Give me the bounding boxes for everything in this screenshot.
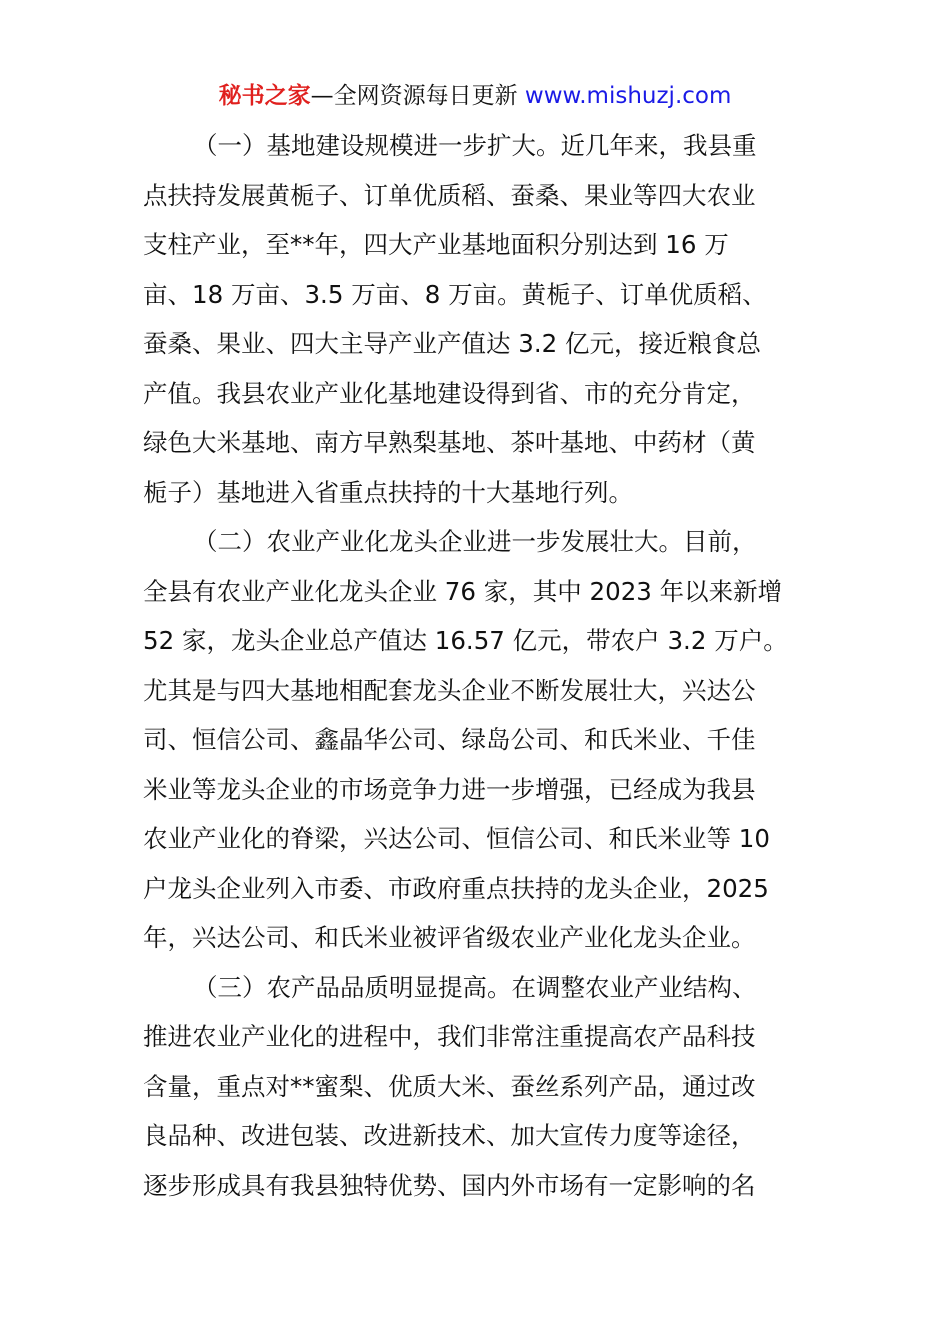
text-line: 蚕桑、果业、四大主导产业产值达 3.2 亿元，接近粮食总 bbox=[143, 329, 762, 358]
text-line: 逐步形成具有我县独特优势、国内外市场有一定影响的名 bbox=[143, 1170, 756, 1200]
document-body bbox=[143, 121, 809, 1210]
brand-name: 秘书之家 bbox=[218, 83, 311, 109]
text-line: 推进农业产业化的进程中，我们非常注重提高农产品科技 bbox=[143, 1022, 756, 1051]
text-line: 绿色大米基地、南方早熟梨基地、茶叶基地、中药材（黄 bbox=[143, 428, 756, 457]
text-line: 亩、18 万亩、3.5 万亩、8 万亩。黄栀子、订单优质稻、 bbox=[143, 279, 767, 309]
paragraph-first-line: （三）农产品品质明显提高。在调整农业产业结构、 bbox=[193, 972, 757, 1002]
paragraph-first-line: （二）农业产业化龙头企业进一步发展壮大。目前， bbox=[193, 527, 757, 556]
text-line: 产值。我县农业产业化基地建设得到省、市的充分肯定， bbox=[143, 378, 756, 408]
text-line: 良品种、改进包装、改进新技术、加大宣传力度等途径， bbox=[143, 1121, 756, 1150]
text-line: 年，兴达公司、和氏米业被评省级农业产业化龙头企业。 bbox=[143, 923, 756, 952]
page-header bbox=[0, 80, 950, 112]
site-url-link[interactable]: www.mishuzj.com bbox=[524, 83, 732, 109]
text-line: 户龙头企业列入市委、市政府重点扶持的龙头企业，2025 bbox=[143, 873, 769, 903]
text-line: 米业等龙头企业的市场竞争力进一步增强，已经成为我县 bbox=[143, 774, 756, 804]
text-line: 点扶持发展黄栀子、订单优质稻、蚕桑、果业等四大农业 bbox=[143, 180, 756, 210]
paragraph-first-line: （一）基地建设规模进一步扩大。近几年来，我县重 bbox=[193, 131, 757, 160]
text-line: 含量，重点对**蜜梨、优质大米、蚕丝系列产品，通过改 bbox=[143, 1071, 756, 1101]
text-line: 支柱产业，至**年，四大产业基地面积分别达到 16 万 bbox=[143, 230, 729, 259]
header-tagline: —全网资源每日更新 bbox=[310, 83, 525, 109]
text-line: 栀子）基地进入省重点扶持的十大基地行列。 bbox=[143, 477, 633, 507]
text-line: 全县有农业产业化龙头企业 76 家，其中 2023 年以来新增 bbox=[143, 576, 783, 606]
text-line: 52 家，龙头企业总产值达 16.57 亿元，带农户 3.2 万户。 bbox=[143, 626, 788, 655]
text-line: 尤其是与四大基地相配套龙头企业不断发展壮大，兴达公 bbox=[143, 675, 756, 705]
text-line: 农业产业化的脊梁，兴达公司、恒信公司、和氏米业等 10 bbox=[143, 824, 770, 853]
text-line: 司、恒信公司、鑫晶华公司、绿岛公司、和氏米业、千佳 bbox=[143, 725, 756, 754]
